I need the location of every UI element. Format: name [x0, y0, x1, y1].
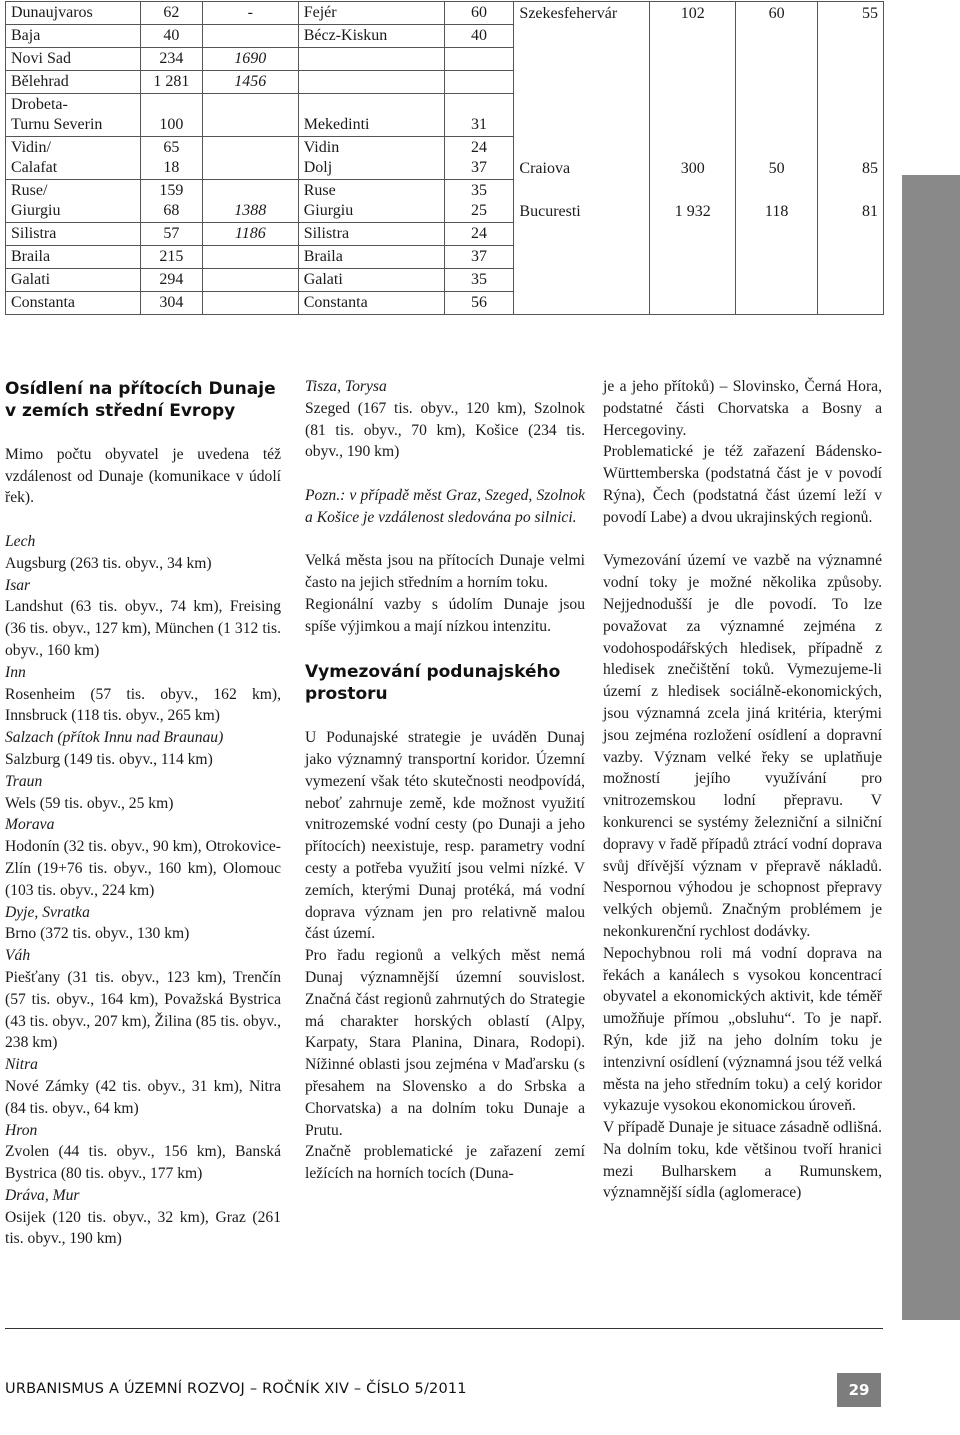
table-cell	[650, 94, 736, 137]
table-cell: 1690	[202, 48, 298, 71]
table-cell: 40	[140, 25, 202, 48]
table-cell: 55	[818, 2, 884, 25]
column-1	[5, 376, 281, 1250]
table-cell	[650, 71, 736, 94]
table-cell	[736, 94, 818, 137]
table-cell: Fejér	[298, 2, 444, 25]
table-cell: Galati	[6, 269, 141, 292]
river-cities: Szeged (167 tis. obyv., 120 km), Szolnok (81 tis. obyv., 70 km), Košice (234 tis. obyv., 190 km)	[305, 399, 585, 461]
table-cell: Bucuresti	[514, 180, 650, 223]
table-cell	[514, 269, 650, 292]
table-cell: Braila	[6, 246, 141, 269]
table-row	[6, 25, 884, 48]
column-3	[603, 376, 882, 1204]
table-cell: 1 932	[650, 180, 736, 223]
section-heading-settlement: Osídlení na přítocích Dunaje v zemích střední Evropy	[5, 379, 276, 421]
table-cell	[818, 269, 884, 292]
table-cell: 85	[818, 137, 884, 180]
table-row	[6, 2, 884, 25]
table-cell: Bělehrad	[6, 71, 141, 94]
table-row	[6, 246, 884, 269]
river-cities: Piešťany (31 tis. obyv., 123 km), Trenčín (57 tis. obyv., 164 km), Považská Bystrica (43 tis. obyv., 207 km), Žilina (85 tis. obyv., 238 km)	[5, 968, 281, 1052]
table-cell	[6, 180, 141, 223]
cell-line: 35	[470, 182, 487, 199]
table-cell: Novi Sad	[6, 48, 141, 71]
table-row	[6, 48, 884, 71]
river-name: Tisza, Torysa	[305, 378, 387, 395]
river-cities: Hodonín (32 tis. obyv., 90 km), Otrokovice-Zlín (19+76 tis. obyv., 160 km), Olomouc (103 tis. obyv., 224 km)	[5, 838, 281, 899]
table-cell	[650, 48, 736, 71]
table-cell	[6, 137, 141, 180]
table-cell	[514, 71, 650, 94]
river-cities: Nové Zámky (42 tis. obyv., 31 km), Nitra (84 tis. obyv., 64 km)	[5, 1077, 281, 1117]
table-cell	[444, 180, 514, 223]
river-cities: Wels (59 tis. obyv., 25 km)	[5, 794, 174, 812]
table-cell: 1186	[202, 223, 298, 246]
table-cell: 50	[736, 137, 818, 180]
table-cell: 37	[444, 246, 514, 269]
river-cities: Brno (372 tis. obyv., 130 km)	[5, 925, 190, 943]
table-row	[6, 71, 884, 94]
table-cell	[650, 25, 736, 48]
table-cell	[140, 180, 202, 223]
cell-line: Dolj	[303, 159, 333, 176]
table-row	[6, 180, 884, 223]
cell-line: Ruse/	[11, 182, 48, 199]
river-cities: Osijek (120 tis. obyv., 32 km), Graz (261 tis. obyv., 190 km)	[5, 1208, 281, 1248]
table-cell: Galati	[298, 269, 444, 292]
column-2	[305, 376, 585, 1185]
cell-line: Ruse	[303, 182, 336, 199]
river-name: Morava	[5, 816, 55, 834]
table-cell: 56	[444, 292, 514, 315]
table-cell	[514, 94, 650, 137]
table-cell	[818, 25, 884, 48]
table-cell	[6, 94, 141, 137]
table-cell: Craiova	[514, 137, 650, 180]
paragraph: Nepochybnou roli má vodní doprava na řekách a kanálech s vysokou koncentrací obyvatel a ekonomických aktivit, kde téměř umožňuje přímou „obsluhu“. To je např. Rýn, kde již na jeho dolním toku je intenzivní osídlení (významná jsou též velká města na jeho středním toku) a celý koridor vykazuje vysokou ekonomickou úroveň.	[603, 944, 882, 1115]
table-row	[6, 269, 884, 292]
river-name: Salzach (přítok Innu nad Braunau)	[5, 729, 224, 747]
table-cell: Silistra	[6, 223, 141, 246]
cell-line: Giurgiu	[11, 202, 61, 219]
table-cell: 102	[650, 2, 736, 25]
table-cell	[736, 48, 818, 71]
table-row	[6, 223, 884, 246]
river-name: Traun	[5, 772, 43, 790]
table-cell: 60	[736, 2, 818, 25]
table-cell: Szekesfehervár	[514, 2, 650, 25]
table-cell	[514, 246, 650, 269]
table-cell	[650, 292, 736, 315]
cell-line: 159	[159, 182, 184, 199]
river-list	[5, 531, 281, 1250]
paragraph: V případě Dunaje je situace zásadně odlišná. Na dolním toku, kde většinou tvoří hranici mezi Bulharskem a Rumunskem, významnější sídla (aglomerace)	[603, 1119, 882, 1202]
table-cell: 234	[140, 48, 202, 71]
river-cities: Zvolen (44 tis. obyv., 156 km), Banská Bystrica (80 tis. obyv., 177 km)	[5, 1143, 281, 1183]
table-cell: -	[202, 2, 298, 25]
table-cell	[650, 246, 736, 269]
cell-line: Vidin	[303, 139, 340, 156]
river-cities: Augsburg (263 tis. obyv., 34 km)	[5, 554, 212, 572]
table-cell: 62	[140, 2, 202, 25]
table-cell	[736, 269, 818, 292]
paragraph: Regionální vazby s údolím Dunaje jsou spíše výjimkou a mají nízkou intenzitu.	[305, 595, 585, 635]
table-cell	[818, 223, 884, 246]
river-name: Váh	[5, 947, 31, 965]
footer-rule	[5, 1328, 883, 1329]
table-cell: 1456	[202, 71, 298, 94]
table-cell: 31	[444, 94, 514, 137]
table-cell	[818, 71, 884, 94]
table-cell	[514, 48, 650, 71]
river-cities: Rosenheim (57 tis. obyv., 162 km), Innsbruck (118 tis. obyv., 265 km)	[5, 685, 281, 725]
page-number: 29	[837, 1373, 881, 1407]
side-tab	[902, 175, 960, 1320]
table-cell: 60	[444, 2, 514, 25]
paragraph: Problematické je též zařazení Bádensko-Württemberska (podstatná část je v povodí Rýna), Čech (podstatná část území leží v povodí Labe) a dvou ukrajinských regionů.	[603, 443, 882, 526]
river-cities: Salzburg (149 tis. obyv., 114 km)	[5, 750, 213, 768]
table-cell: 57	[140, 223, 202, 246]
table-cell: 1388	[202, 180, 298, 223]
table-cell	[818, 94, 884, 137]
table-cell	[444, 48, 514, 71]
table-cell	[202, 269, 298, 292]
table-cell	[202, 25, 298, 48]
cell-line: 37	[470, 159, 487, 176]
table-cell	[514, 25, 650, 48]
table-cell	[298, 48, 444, 71]
table-cell: Braila	[298, 246, 444, 269]
journal-footer: URBANISMUS A ÚZEMNÍ ROZVOJ – ROČNÍK XIV – ČÍSLO 5/2011	[5, 1381, 467, 1397]
table-cell: 81	[818, 180, 884, 223]
paragraph: Značně problematické je zařazení zemí ležících na horních tocích (Duna-	[305, 1143, 585, 1183]
table-cell	[202, 137, 298, 180]
table-cell	[444, 71, 514, 94]
cell-line: 18	[163, 159, 180, 176]
table-cell: 1 281	[140, 71, 202, 94]
table-cell: 35	[444, 269, 514, 292]
table-cell	[650, 223, 736, 246]
section-heading-delimitation: Vymezování podunajského prostoru	[305, 662, 561, 705]
table-cell: Constanta	[6, 292, 141, 315]
table-cell	[202, 246, 298, 269]
table-body	[6, 2, 884, 315]
data-table	[5, 1, 884, 315]
table-cell	[650, 269, 736, 292]
table-cell: Bécz-Kiskun	[298, 25, 444, 48]
cell-line: Giurgiu	[303, 202, 354, 219]
intro-paragraph: Mimo počtu obyvatel je uvedena též vzdálenost od Dunaje (komunikace v údolí řek).	[5, 445, 281, 507]
table-cell	[818, 246, 884, 269]
table-cell: 300	[650, 137, 736, 180]
table-cell	[140, 137, 202, 180]
table-cell: Constanta	[298, 292, 444, 315]
river-name: Nitra	[5, 1056, 38, 1074]
table-cell: 294	[140, 269, 202, 292]
paragraph: U Podunajské strategie je uváděn Dunaj jako významný transportní koridor. Územní vymezení však této skutečnosti neodpovídá, neboť zahrnuje země, kde možnost využití vnitrozemské vodní cesty (po Dunaji a jeho přítocích) neexistuje, resp. parametry vodní cesty a potřeba využití jsou velmi nízké. V zemích, kterými Dunaj protéká, má vodní doprava význam jen pro relativně malou část území.	[305, 729, 585, 943]
table-cell	[818, 292, 884, 315]
paragraph: Vymezování území ve vazbě na významné vodní toky je možné několika způsoby. Nejjednodušší je dle povodí. To lze považovat za významné zejména z vodohospodářských hledisek, případně z hledisek znečištění toků. Vymezujeme-li území z hledisek sociálně-ekonomických, jsou významná zcela jiná kritéria, kterými jsou zejména rozložení osídlení a dopravní vazby. Význam velké řeky se uplatňuje možností jejího využívání pro vnitrozemskou lodní přepravu. V konkurenci se systémy železniční a silniční dopravy v řadě případů ztrácí vodní doprava svůj dřívější význam v přepravě nákladů. Nespornou výhodou je schopnost přepravy velkých objemů. Značným problémem je nekonkurenční rychlost dodávky.	[603, 552, 882, 940]
cell-line: Vidin/	[11, 139, 51, 156]
table-cell	[514, 292, 650, 315]
table-cell	[736, 246, 818, 269]
table-cell: Baja	[6, 25, 141, 48]
table-cell	[202, 94, 298, 137]
table-cell	[514, 223, 650, 246]
table-row	[6, 94, 884, 137]
table-cell: Mekedinti	[298, 94, 444, 137]
cell-line: 65	[163, 139, 180, 156]
cell-line: Calafat	[11, 159, 58, 176]
table-cell	[202, 292, 298, 315]
table-cell: Silistra	[298, 223, 444, 246]
cell-line: Turnu Severin	[11, 116, 103, 133]
paragraph: Pro řadu regionů a velkých měst nemá Dunaj významnější územní souvislost. Značná část regionů zahrnutých do Strategie má charakter horských oblastí (Alpy, Karpaty, Stara Planina, Dinara, Rodopi). Nížinné oblasti jsou zejména v Maďarsku (s přesahem na Slovensko a do Srbska a Chorvatska) a na dolním toku Dunaje a Prutu.	[305, 947, 585, 1139]
table-cell	[298, 137, 444, 180]
table-cell	[736, 292, 818, 315]
river-name: Isar	[5, 576, 31, 594]
cell-line: 24	[470, 139, 487, 156]
table-cell	[736, 25, 818, 48]
table-cell: 40	[444, 25, 514, 48]
table-cell: 215	[140, 246, 202, 269]
table-cell	[298, 180, 444, 223]
river-name: Lech	[5, 532, 36, 550]
paragraph: je a jeho přítoků) – Slovinsko, Černá Hora, podstatné části Chorvatska a Bosny a Hercegoviny.	[603, 378, 882, 439]
river-cities: Landshut (63 tis. obyv., 74 km), Freising (36 tis. obyv., 127 km), München (1 312 tis. obyv., 160 km)	[5, 598, 281, 659]
table-row	[6, 292, 884, 315]
table-cell: 24	[444, 223, 514, 246]
table-cell	[444, 137, 514, 180]
river-name: Dráva, Mur	[5, 1186, 80, 1204]
river-name: Hron	[5, 1121, 38, 1139]
cell-line: 25	[470, 202, 487, 219]
table-cell: Dunaujvaros	[6, 2, 141, 25]
table-cell	[298, 71, 444, 94]
table-cell: 100	[140, 94, 202, 137]
table-cell	[818, 48, 884, 71]
paragraph: Velká města jsou na přítocích Dunaje velmi často na jejich středním a horním toku.	[305, 552, 585, 592]
cell-line: Drobeta-	[11, 96, 68, 113]
table-cell	[736, 71, 818, 94]
table-cell: 304	[140, 292, 202, 315]
river-name: Inn	[5, 663, 26, 681]
river-name: Dyje, Svratka	[5, 903, 90, 921]
table-cell	[736, 223, 818, 246]
table-cell: 118	[736, 180, 818, 223]
cell-line: 68	[163, 202, 180, 219]
note-paragraph: Pozn.: v případě měst Graz, Szeged, Szolnok a Košice je vzdálenost sledována po silnici.	[305, 486, 585, 526]
table-row	[6, 137, 884, 180]
